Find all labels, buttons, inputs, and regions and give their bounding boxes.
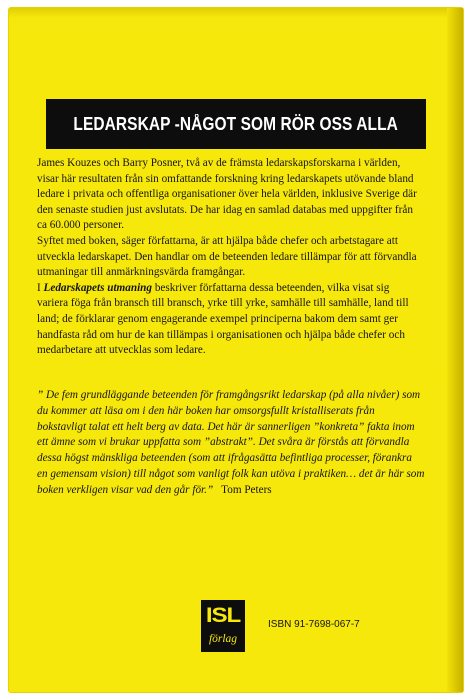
description-text — [37, 156, 419, 359]
description-paragraph-1: James Kouzes och Barry Posner, två av de främsta ledarskapsforskarna i världen, visar här resultaten från sin omfattande forskning kring ledarskapets utövande bland ledare i privata och offentliga organisationer över hela världen, inklusive Sverige där den senaste studien just avslutats. De har idag en samlad databas med uppgifter från ca 60.000 personer. — [37, 157, 417, 232]
publisher-logo-wordmark: förlag — [208, 633, 238, 645]
paragraph-3-rest: beskriver författarna dessa beteenden, vilka visat sig variera föga från bransch till bransch, yrke till yrke, samhälle till samhälle, land till land; de förklarar genom engagerande exempel principerna bakom dem samt ger handfasta råd om hur de kan tillämpas i organisationen och hjälpa både chefer och medarbetare att utvecklas som ledare. — [37, 281, 409, 357]
title-banner — [46, 99, 426, 149]
quote-body: ” De fem grundläggande beteenden för framgångsrikt ledarskap (på alla nivåer) som du kommer att läsa om i den här boken har omsorgsfullt kristalliserats från bokstavligt talat ett helt berg av data. Det här är sannerligen ”konkreta” fakta inom ett ämne som vi brukar uppfatta som ”abstrakt”. Det svåra är förstås att förvandla dessa högst mänskliga beteenden (som att ifrågasätta befintliga processer, förankra en gemensam vision) till något som vanligt folk kan utöva i praktiken… det är här som boken verkligen visar vad den går för.” — [37, 389, 425, 496]
description-paragraph-2: Syftet med boken, säger författarna, är att hjälpa både chefer och arbetstagare att utveckla ledarskapet. Den handlar om de beteenden ledare tillämpar för att förvandla utmaningar till anmärkningsvärda framgångar. — [37, 234, 417, 279]
publisher-logo-mark: ISL — [205, 604, 241, 627]
cover-title: LEDARSKAP -NÅGOT SOM RÖR OSS ALLA — [73, 113, 399, 134]
isbn-number: ISBN 91-7698-067-7 — [268, 619, 360, 630]
publisher-logo — [201, 600, 245, 652]
description-paragraph-3 — [37, 281, 419, 359]
cover-top-edge — [9, 8, 463, 18]
quote-author: Tom Peters — [221, 483, 272, 496]
cover-spine-edge — [447, 8, 463, 692]
book-title-inline: Ledarskapets utmaning — [43, 281, 153, 294]
endorsement-quote — [37, 388, 425, 499]
paragraph-3-prefix: I — [37, 281, 44, 294]
